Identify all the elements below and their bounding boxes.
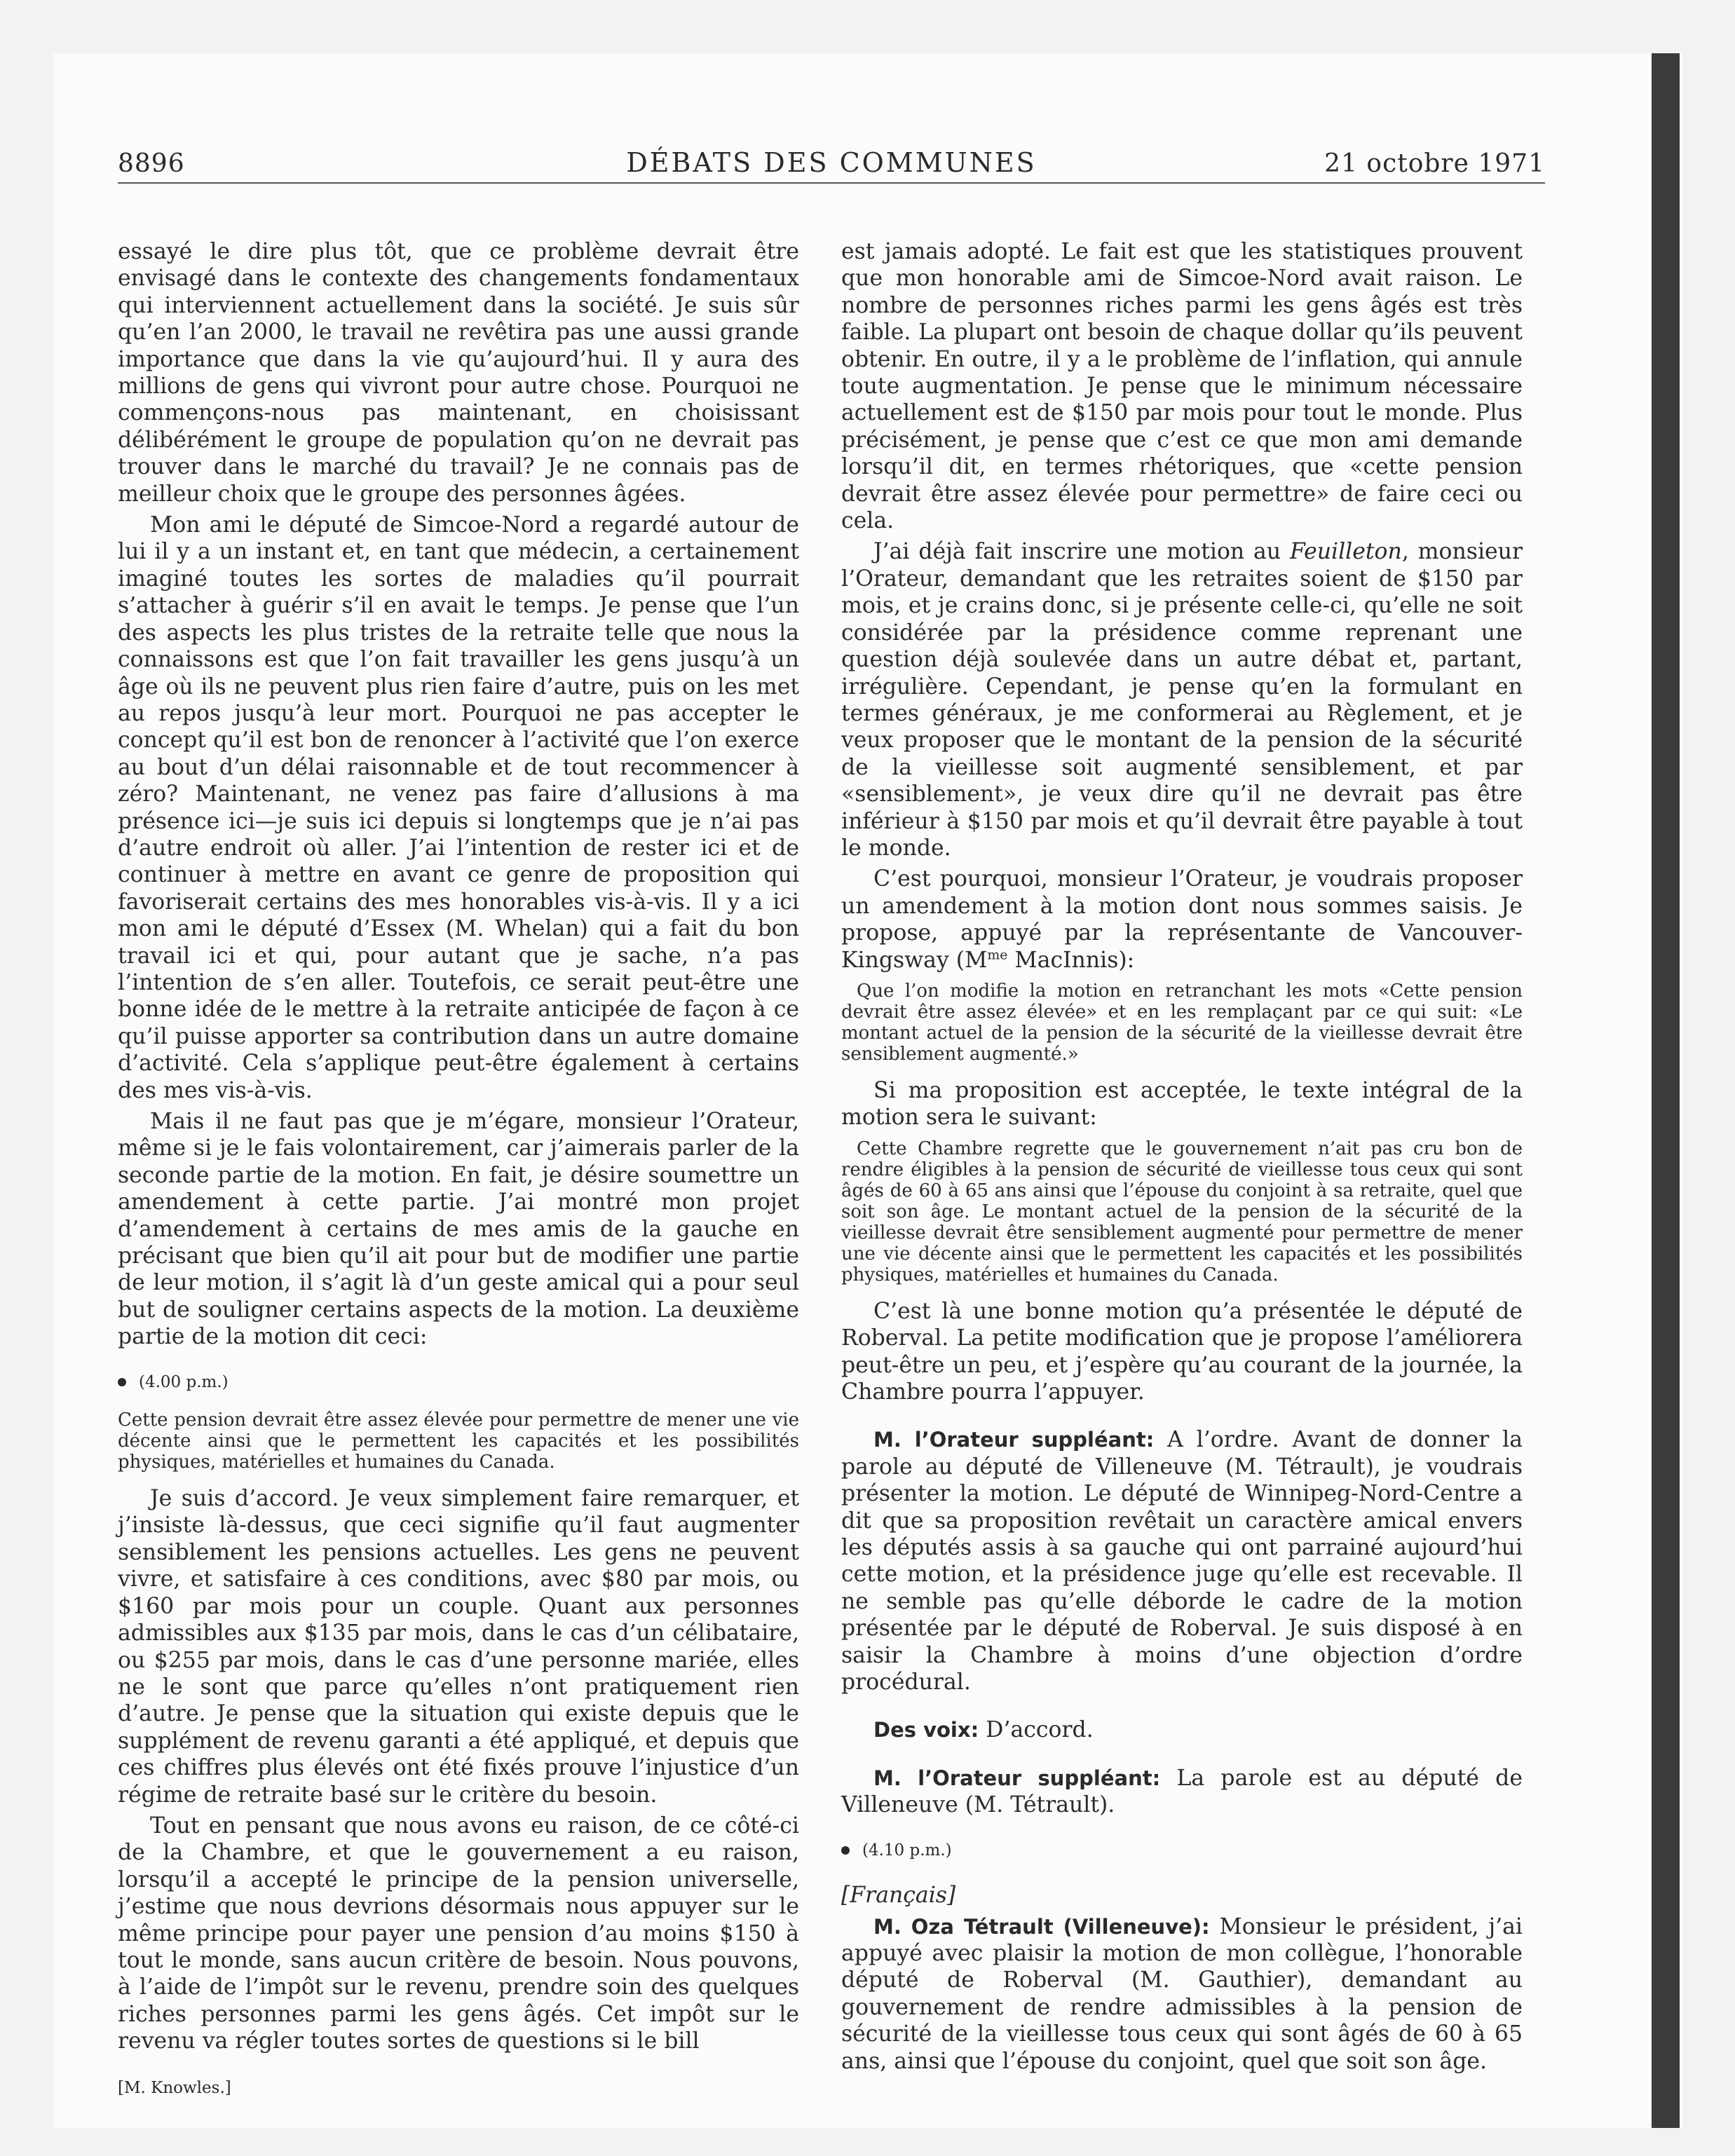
- speech: [841, 1426, 1523, 1696]
- speaker-attribution: [M. Knowles.]: [118, 2078, 231, 2097]
- paragraph: essayé le dire plus tôt, que ce problème devrait être envisagé dans le contexte des changements fondamentaux qui interviennent actuellement dans la société. Je suis sûr qu’en l’an 2000, le travail ne revêtira pas une aussi grande importance que dans la vie qu’aujourd’hui. Il y aura des millions de gens qui vivront pour autre chose. Pourquoi ne commençons-nous pas maintenant, en choisissant délibérément le groupe de population qu’on ne devrait pas trouver dans le marché du travail? Je ne connais pas de meilleur choix que le groupe des personnes âgées.: [118, 239, 799, 507]
- superscript: me: [987, 947, 1008, 963]
- page-number: 8896: [118, 149, 185, 178]
- speech: [841, 1765, 1523, 1819]
- speaker-name: Des voix:: [873, 1718, 979, 1742]
- text-run: MacInnis):: [1007, 947, 1135, 973]
- timestamp-text: (4.00 p.m.): [139, 1372, 229, 1391]
- motion-full-text-quote: Cette Chambre regrette que le gouvernement n’ait pas cru bon de rendre éligibles à la pension de sécurité de vieillesse tous ceux qui sont âgés de 60 à 65 ans ainsi que l’épouse du conjoint à sa retraite, quel que soit son âge. Le montant actuel de la pension de la sécurité de la vieillesse devrait être sensiblement augmenté pour permettre de mener une vie décente ainsi que le permettent les capacités et les possibilités physiques, matérielles et humaines du Canada.: [841, 1138, 1523, 1285]
- right-column: [841, 238, 1523, 2075]
- issue-date: 21 octobre 1971: [1324, 149, 1545, 178]
- page-header: [118, 146, 1545, 184]
- speaker-name: M. Oza Tétrault (Villeneuve):: [873, 1914, 1210, 1939]
- paragraph: Tout en pensant que nous avons eu raison, de ce côté-ci de la Chambre, et que le gouvernement a eu raison, lorsqu’il a accepté le principe de la pension universelle, j’estime que nous devrions désormais nous appuyer sur le même principe pour payer une pension d’au moins $150 à tout le monde, sans aucun critère de besoin. Nous pouvons, à l’aide de l’impôt sur le revenu, prendre soin des quelques riches personnes parmi les gens âgés. Cet impôt sur le revenu va régler toutes sortes de questions si le bill: [118, 1813, 799, 2054]
- amendment-quote: Que l’on modifie la motion en retranchant les mots «Cette pension devrait être assez élevée» et en les remplaçant par ce qui suit: «Le montant actuel de la pension de la sécurité de la vieillesse devrait être sensiblement augmenté.»: [841, 980, 1523, 1065]
- timestamp: [841, 1837, 1523, 1864]
- paragraph: Mon ami le député de Simcoe-Nord a regardé autour de lui il y a un instant et, en tant que médecin, a certainement imaginé toutes les sortes de maladies qu’il pourrait s’attacher à guérir s’il en avait le temps. Je pense que l’un des aspects les plus tristes de la retraite telle que nous la connaissons est que l’on fait travailler les gens jusqu’à un âge où ils ne peuvent plus rien faire d’autre, puis on les met au repos jusqu’à leur mort. Pourquoi ne pas accepter le concept qu’il est bon de renoncer à l’activité que l’on exerce au bout d’un délai raisonnable et de tout recommencer à zéro? Maintenant, ne venez pas faire d’allusions à ma présence ici—je suis ici depuis si longtemps que je n’ai pas d’autre endroit où aller. J’ai l’intention de rester ici et de continuer à mettre en avant ce genre de proposition qui favoriserait certains des mes honorables vis-à-vis. Il y a ici mon ami le député d’Essex (M. Whelan) qui a fait du bon travail ici et qui, pour autant que je sache, n’a pas l’intention de s’en aller. Toutefois, ce serait peut-être une bonne idée de le mettre à la retraite anticipée de façon à ce qu’il puisse apporter sa contribution dans un autre domaine d’activité. Cela s’applique peut-être également à certains des mes vis-à-vis.: [118, 512, 799, 1103]
- paragraph: Mais il ne faut pas que je m’égare, monsieur l’Orateur, même si je le fais volontairement, car j’aimerais parler de la seconde partie de la motion. En fait, je désire soumettre un amendement à cette partie. J’ai montré mon projet d’amendement à certains de mes amis de la gauche en précisant que bien qu’il ait pour but de modifier une partie de leur motion, il s’agit là d’un geste amical qui a pour seul but de souligner certains aspects de la motion. La deuxième partie de la motion dit ceci:: [118, 1109, 799, 1350]
- italic-text: Feuilleton: [1289, 539, 1402, 565]
- bullet-icon: [118, 1378, 126, 1386]
- timestamp-text: (4.10 p.m.): [862, 1841, 952, 1860]
- speech-text: Monsieur le président, j’ai appuyé avec plaisir la motion de mon collègue, l’honorable député de Roberval (M. Gauthier), demandant au gouvernement de rendre admissibles à la pension de sécurité de la vieillesse tous ceux qui sont âgés de 60 à 65 ans, ainsi que l’épouse du conjoint, quel que soit son âge.: [841, 1913, 1523, 2074]
- speech: [841, 1913, 1523, 2075]
- speech-text: La parole est au député de Villeneuve (M. Tétrault).: [841, 1765, 1523, 1818]
- left-column: [118, 238, 799, 2101]
- paragraph: [841, 866, 1523, 974]
- publication-title: DÉBATS DES COMMUNES: [626, 147, 1037, 178]
- speech: [841, 1717, 1523, 1743]
- speaker-name: M. l’Orateur suppléant:: [873, 1428, 1155, 1452]
- paragraph: Je suis d’accord. Je veux simplement faire remarquer, et j’insiste là-dessus, que ceci signifie qu’il faut augmenter sensiblement les pensions actuelles. Les gens ne peuvent vivre, et satisfaire à ces conditions, avec $80 par mois, ou $160 par mois pour un couple. Quant aux personnes admissibles aux $135 par mois, dans le cas d’un célibataire, ou $255 par mois, dans le cas d’une personne mariée, elles ne le sont que parce qu’elles n’ont pratiquement rien d’autre. Je pense que la situation qui existe depuis que le supplément de revenu garanti a été appliqué, et depuis que ces chiffres plus élevés ont été fixés prouve l’injustice d’un régime de retraite basé sur le critère du besoin.: [118, 1486, 799, 1808]
- bullet-icon: [841, 1846, 850, 1855]
- timestamp: [118, 1369, 799, 1396]
- paragraph: Si ma proposition est acceptée, le texte intégral de la motion sera le suivant:: [841, 1077, 1523, 1131]
- paragraph: est jamais adopté. Le fait est que les statistiques prouvent que mon honorable ami de Simcoe-Nord avait raison. Le nombre de personnes riches parmi les gens âgés est très faible. La plupart ont besoin de chaque dollar qu’ils peuvent obtenir. En outre, il y a le problème de l’inflation, qui annule toute augmentation. Je pense que le minimum nécessaire actuellement est de $150 par mois pour tout le monde. Plus précisément, je pense que c’est ce que mon ami demande lorsqu’il dit, en termes rhétoriques, que «cette pension devrait être assez élevée pour permettre» de faire ceci ou cela.: [841, 239, 1523, 534]
- text-run: , monsieur l’Orateur, demandant que les retraites soient de $150 par mois, et je crains donc, si je présente celle-ci, qu’elle ne soit considérée par la présidence comme reprenant une question déjà soulevée dans un autre débat et, partant, irrégulière. Cependant, je pense qu’en la formulant en termes généraux, je me conformerai au Règlement, et je veux proposer que le montant de la pension de la sécurité de la vieillesse soit augmenté sensiblement, et par «sensiblement», je veux dire qu’il ne devrait pas être inférieur à $150 par mois et qu’il devrait être payable à tout le monde.: [841, 539, 1523, 861]
- binding-edge: [1652, 53, 1680, 2128]
- text-run: J’ai déjà fait inscrire une motion au: [873, 539, 1290, 565]
- motion-quote: Cette pension devrait être assez élevée pour permettre de mener une vie décente ainsi que le permettent les capacités et les possibilités physiques, matérielles et humaines du Canada.: [118, 1410, 799, 1473]
- speaker-name: M. l’Orateur suppléant:: [873, 1766, 1161, 1790]
- speech-text: A l’ordre. Avant de donner la parole au député de Villeneuve (M. Tétrault), je voudrais présenter la motion. Le député de Winnipeg-Nord-Centre a dit que sa proposition revêtait un caractère amical envers les députés assis à sa gauche qui ont parrainé aujourd’hui cette motion, et la présidence juge qu’elle est recevable. Il ne semble pas qu’elle déborde le cadre de la motion présentée par le député de Roberval. Je suis disposé à en saisir la Chambre à moins d’une objection d’ordre procédural.: [841, 1427, 1523, 1696]
- language-marker: [Français]: [841, 1883, 956, 1909]
- paragraph: C’est là une bonne motion qu’a présentée le député de Roberval. La petite modification que je propose l’améliorera peut-être un peu, et j’espère qu’au courant de la journée, la Chambre pourra l’appuyer.: [841, 1298, 1523, 1405]
- paragraph: [841, 538, 1523, 861]
- speech-text: D’accord.: [979, 1717, 1094, 1743]
- text-run: C’est pourquoi, monsieur l’Orateur, je voudrais proposer un amendement à la motion dont nous sommes saisis. Je propose, appuyé par la représentante de Vancouver-Kingsway (M: [841, 866, 1523, 973]
